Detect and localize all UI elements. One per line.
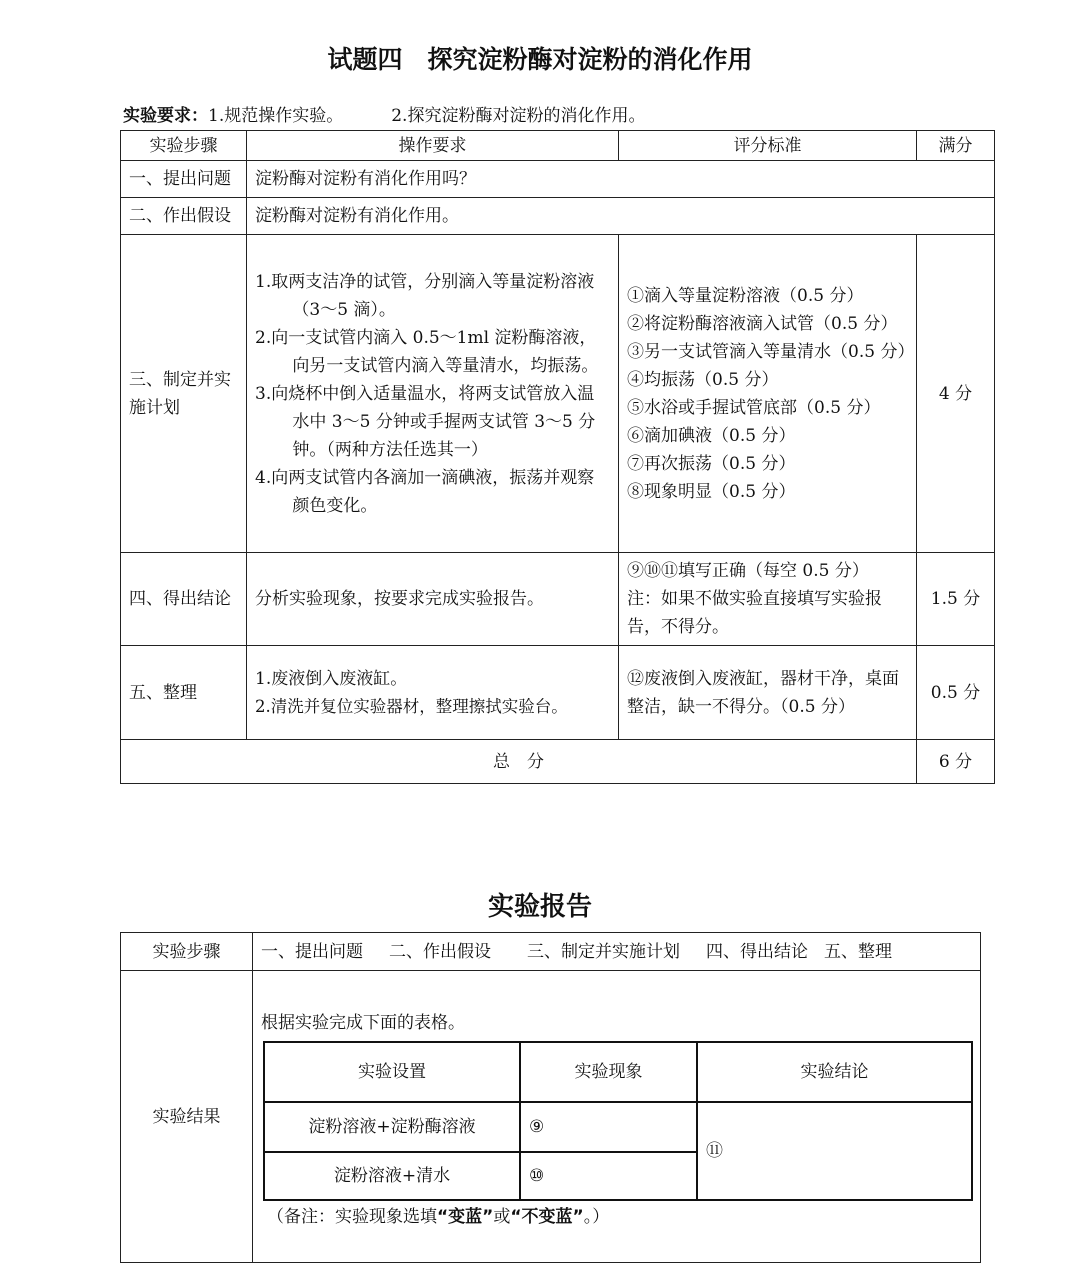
- operation-item: 4.向两支试管内各滴加一滴碘液，振荡并观察颜色变化。: [255, 467, 595, 516]
- header-step: 实验步骤: [121, 131, 247, 161]
- total-row: [121, 740, 995, 784]
- criteria-item: ①滴入等量淀粉溶液（0.5 分）: [627, 285, 864, 306]
- total-label: 总 分: [121, 740, 917, 784]
- criteria-item: ⑥滴加碘液（0.5 分）: [627, 425, 796, 446]
- criteria-item: ⑧现象明显（0.5 分）: [627, 481, 796, 502]
- criteria-cell: [619, 235, 917, 553]
- operation-item: 1.取两支洁净的试管，分别滴入等量淀粉溶液（3～5 滴）。: [255, 271, 595, 320]
- content-cell: 淀粉酶对淀粉有消化作用吗？: [247, 161, 995, 198]
- report-note: [267, 1203, 972, 1231]
- criteria-item: ②将淀粉酶溶液滴入试管（0.5 分）: [627, 313, 898, 334]
- operation-item: 3.向烧杯中倒入适量温水，将两支试管放入温水中 3～5 分钟或手握两支试管 3～5 分钟。（两种方法任选其一）: [255, 383, 596, 460]
- criteria-note: 注：如果不做实验直接填写实验报告，不得分。: [627, 589, 882, 637]
- result-content: [253, 971, 981, 1263]
- header-score: 满分: [917, 131, 995, 161]
- operation-item: 2.清洗并复位实验器材，整理擦拭实验台。: [255, 696, 568, 716]
- inner-header-setup: 实验设置: [264, 1042, 520, 1102]
- step-item: 五、整理: [824, 941, 892, 962]
- table-row: [121, 646, 995, 740]
- report-title: 实验报告: [487, 892, 592, 922]
- note-option-2: “不变蓝”: [510, 1207, 584, 1227]
- operation-cell: [247, 235, 619, 553]
- requirement-2: 2.探究淀粉酶对淀粉的消化作用。: [391, 106, 646, 126]
- report-table: [120, 932, 981, 1263]
- step-cell: 三、制定并实施计划: [121, 235, 247, 553]
- total-score: 6 分: [917, 740, 995, 784]
- step-cell: 五、整理: [121, 646, 247, 740]
- criteria-item: ⑨⑩⑪填写正确（每空 0.5 分）: [627, 561, 869, 581]
- experiment-requirements: [123, 101, 645, 126]
- header-operation: 操作要求: [247, 131, 619, 161]
- result-instruction: 根据实验完成下面的表格。: [261, 1013, 465, 1033]
- score-cell: 0.5 分: [917, 646, 995, 740]
- phenomenon-blank-9: ⑨: [520, 1102, 697, 1152]
- phenomenon-blank-10: ⑩: [520, 1152, 697, 1200]
- step-item: 一、提出问题: [261, 941, 363, 962]
- operation-cell: [247, 646, 619, 740]
- inner-header-conclusion: 实验结论: [697, 1042, 972, 1102]
- table-row: [121, 198, 995, 235]
- report-steps-row: [121, 933, 981, 971]
- criteria-cell: ⑫废液倒入废液缸，器材干净，桌面整洁，缺一不得分。（0.5 分）: [619, 646, 917, 740]
- table-row: [121, 161, 995, 198]
- setup-cell: 淀粉溶液+清水: [264, 1152, 520, 1200]
- step-cell: 一、提出问题: [121, 161, 247, 198]
- step-cell: 四、得出结论: [121, 553, 247, 646]
- note-suffix: 。）: [583, 1207, 610, 1227]
- note-mid: 或: [493, 1207, 511, 1227]
- step-item: 四、得出结论: [706, 941, 808, 962]
- steps-label: 实验步骤: [121, 933, 253, 971]
- step-cell: 二、作出假设: [121, 198, 247, 235]
- content-cell: 淀粉酶对淀粉有消化作用。: [247, 198, 995, 235]
- conclusion-blank-11: ⑪: [697, 1102, 972, 1200]
- header-criteria: 评分标准: [619, 131, 917, 161]
- table-header-row: [121, 131, 995, 161]
- inner-header-phenomenon: 实验现象: [520, 1042, 697, 1102]
- setup-cell: 淀粉溶液+淀粉酶溶液: [264, 1102, 520, 1152]
- result-table: [263, 1041, 973, 1201]
- operation-item: 2.向一支试管内滴入 0.5～1ml 淀粉酶溶液，向另一支试管内滴入等量清水，均振荡。: [255, 327, 599, 376]
- score-cell: 4 分: [917, 235, 995, 553]
- page-title: 试题四 探究淀粉酶对淀粉的消化作用: [327, 45, 753, 74]
- criteria-cell: [619, 553, 917, 646]
- criteria-item: ④均振荡（0.5 分）: [627, 369, 779, 390]
- table-row: [121, 553, 995, 646]
- requirements-label: 实验要求：: [123, 106, 208, 126]
- note-prefix: （备注：实验现象选填: [267, 1207, 437, 1227]
- step-item: 三、制定并实施计划: [527, 941, 680, 962]
- table-row: [121, 235, 995, 553]
- operation-cell: 分析实验现象，按要求完成实验报告。: [247, 553, 619, 646]
- criteria-item: ⑤水浴或手握试管底部（0.5 分）: [627, 397, 881, 418]
- scoring-table: [120, 130, 995, 784]
- steps-list: [253, 933, 981, 971]
- criteria-item: ③另一支试管滴入等量清水（0.5 分）: [627, 341, 915, 362]
- score-cell: 1.5 分: [917, 553, 995, 646]
- criteria-item: ⑦再次振荡（0.5 分）: [627, 453, 796, 474]
- requirement-1: 1.规范操作实验。: [208, 106, 344, 126]
- step-item: 二、作出假设: [389, 941, 491, 962]
- report-result-row: [121, 971, 981, 1263]
- result-label: 实验结果: [121, 971, 253, 1263]
- note-option-1: “变蓝”: [437, 1207, 494, 1227]
- operation-item: 1.废液倒入废液缸。: [255, 668, 408, 689]
